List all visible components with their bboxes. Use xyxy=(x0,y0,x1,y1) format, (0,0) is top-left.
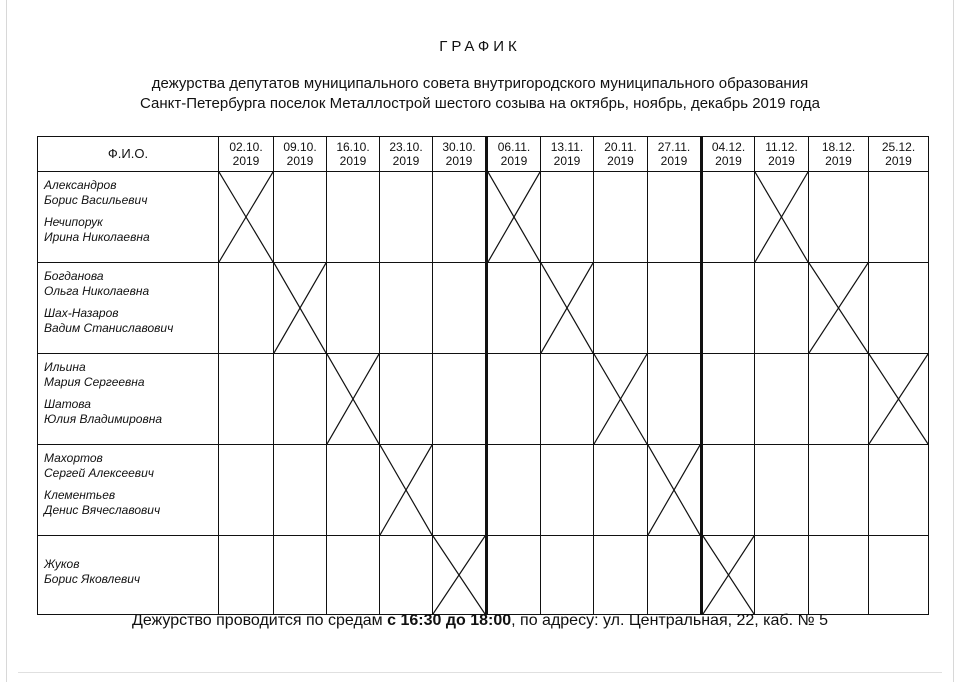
deputy-name xyxy=(44,215,218,245)
table-row xyxy=(38,263,929,354)
deputy-name xyxy=(44,360,218,390)
date-header xyxy=(327,137,380,172)
empty-cell xyxy=(274,354,327,445)
empty-cell xyxy=(541,172,594,263)
date-header xyxy=(274,137,327,172)
date-day: 06.11. xyxy=(497,140,531,154)
date-year: 2019 xyxy=(885,154,912,168)
deputy-surname: Шах-Назаров xyxy=(44,306,119,320)
deputy-name xyxy=(44,178,218,208)
date-header xyxy=(809,137,869,172)
empty-cell xyxy=(380,172,433,263)
cross-mark-icon xyxy=(648,445,700,535)
empty-cell xyxy=(541,536,594,615)
duty-schedule-table xyxy=(37,136,929,615)
empty-cell xyxy=(433,263,487,354)
deputy-surname: Богданова xyxy=(44,269,104,283)
deputy-name xyxy=(44,451,218,481)
empty-cell xyxy=(594,172,648,263)
empty-cell xyxy=(487,354,541,445)
date-header xyxy=(433,137,487,172)
date-day: 02.10. xyxy=(229,140,263,154)
deputy-name xyxy=(44,557,218,587)
duty-cross-mark xyxy=(380,445,433,536)
deputy-given-names: Денис Вячеславович xyxy=(44,503,161,517)
cross-mark-icon xyxy=(327,354,379,444)
empty-cell xyxy=(755,354,809,445)
empty-cell xyxy=(648,263,702,354)
empty-cell xyxy=(219,445,274,536)
table-row xyxy=(38,445,929,536)
empty-cell xyxy=(380,536,433,615)
duty-cross-mark xyxy=(433,536,487,615)
date-header xyxy=(702,137,755,172)
footer-text-start: Дежурство проводится по средам xyxy=(131,612,388,629)
cross-mark-icon xyxy=(433,536,485,614)
date-header xyxy=(755,137,809,172)
duty-cross-mark xyxy=(274,263,327,354)
date-year: 2019 xyxy=(553,154,581,168)
deputy-surname: Клементьев xyxy=(44,488,116,502)
empty-cell xyxy=(380,263,433,354)
empty-cell xyxy=(327,445,380,536)
duty-cross-mark xyxy=(594,354,648,445)
deputy-name xyxy=(44,269,218,299)
deputy-surname: Жуков xyxy=(44,556,80,571)
footer-text-end: , по адресу: ул. Центральная, 22, каб. № 5 xyxy=(511,612,828,629)
empty-cell xyxy=(487,536,541,615)
cross-mark-icon xyxy=(703,536,754,614)
deputies-cell xyxy=(38,536,219,615)
duty-cross-mark xyxy=(809,263,869,354)
date-day: 23.10. xyxy=(389,140,423,154)
date-day: 25.12. xyxy=(881,140,916,154)
empty-cell xyxy=(380,354,433,445)
empty-cell xyxy=(487,263,541,354)
date-day: 27.11. xyxy=(657,140,691,154)
table-row xyxy=(38,536,929,615)
deputy-given-names: Борис Васильевич xyxy=(44,193,148,207)
empty-cell xyxy=(219,536,274,615)
deputy-given-names: Ольга Николаевна xyxy=(44,284,150,298)
footer-note xyxy=(0,612,960,630)
empty-cell xyxy=(702,172,755,263)
deputies-cell xyxy=(38,172,219,263)
date-header xyxy=(380,137,433,172)
empty-cell xyxy=(755,263,809,354)
empty-cell xyxy=(809,536,869,615)
duty-cross-mark xyxy=(755,172,809,263)
duty-cross-mark xyxy=(869,354,929,445)
empty-cell xyxy=(274,172,327,263)
empty-cell xyxy=(487,445,541,536)
deputy-name xyxy=(44,397,218,427)
empty-cell xyxy=(274,445,327,536)
empty-cell xyxy=(433,172,487,263)
empty-cell xyxy=(327,172,380,263)
deputy-surname: Махортов xyxy=(44,451,103,465)
cross-mark-icon xyxy=(219,172,273,262)
table-row xyxy=(38,172,929,263)
duty-cross-mark xyxy=(648,445,702,536)
deputies-cell xyxy=(38,445,219,536)
empty-cell xyxy=(869,263,929,354)
deputy-name xyxy=(44,306,218,336)
date-header xyxy=(487,137,541,172)
date-header xyxy=(219,137,274,172)
date-header xyxy=(648,137,702,172)
cross-mark-icon xyxy=(274,263,326,353)
date-year: 2019 xyxy=(445,154,473,168)
cross-mark-icon xyxy=(380,445,432,535)
date-year: 2019 xyxy=(607,154,634,168)
cross-mark-icon xyxy=(869,354,928,444)
date-day: 13.11. xyxy=(550,140,584,154)
duty-cross-mark xyxy=(541,263,594,354)
empty-cell xyxy=(594,263,648,354)
deputy-given-names: Мария Сергеевна xyxy=(44,375,145,389)
cross-mark-icon xyxy=(594,354,647,444)
name-column-header: Ф.И.О. xyxy=(38,137,219,172)
deputy-surname: Нечипорук xyxy=(44,215,103,229)
deputy-given-names: Борис Яковлевич xyxy=(44,571,141,586)
empty-cell xyxy=(541,354,594,445)
table-row xyxy=(38,354,929,445)
date-header xyxy=(869,137,929,172)
empty-cell xyxy=(594,445,648,536)
date-year: 2019 xyxy=(232,154,260,168)
empty-cell xyxy=(327,263,380,354)
empty-cell xyxy=(809,445,869,536)
deputy-given-names: Юлия Владимировна xyxy=(44,412,162,426)
deputies-cell xyxy=(38,263,219,354)
empty-cell xyxy=(702,263,755,354)
date-year: 2019 xyxy=(715,154,742,168)
date-day: 04.12. xyxy=(711,140,746,154)
date-year: 2019 xyxy=(286,154,314,168)
empty-cell xyxy=(433,354,487,445)
date-day: 30.10. xyxy=(442,140,476,154)
empty-cell xyxy=(648,536,702,615)
date-day: 20.11. xyxy=(604,140,637,154)
table-header-row xyxy=(38,137,929,172)
empty-cell xyxy=(327,536,380,615)
date-day: 11.12. xyxy=(765,140,798,154)
deputy-given-names: Ирина Николаевна xyxy=(44,230,150,244)
date-year: 2019 xyxy=(339,154,367,168)
empty-cell xyxy=(541,445,594,536)
empty-cell xyxy=(648,354,702,445)
date-year: 2019 xyxy=(825,154,852,168)
empty-cell xyxy=(869,536,929,615)
cross-mark-icon xyxy=(488,172,540,262)
cross-mark-icon xyxy=(755,172,808,262)
duty-cross-mark xyxy=(702,536,755,615)
duty-cross-mark xyxy=(487,172,541,263)
empty-cell xyxy=(755,445,809,536)
document-subtitle xyxy=(0,74,960,114)
empty-cell xyxy=(274,536,327,615)
date-header xyxy=(594,137,648,172)
date-year: 2019 xyxy=(768,154,795,168)
deputy-given-names: Сергей Алексеевич xyxy=(44,466,154,480)
empty-cell xyxy=(702,354,755,445)
duty-cross-mark xyxy=(219,172,274,263)
empty-cell xyxy=(755,536,809,615)
deputy-surname: Ильина xyxy=(44,360,86,374)
cross-mark-icon xyxy=(809,263,868,353)
deputy-surname: Александров xyxy=(44,178,117,192)
footer-time: с 16:30 до 18:00 xyxy=(387,612,512,629)
deputy-surname: Шатова xyxy=(44,397,91,411)
deputies-cell xyxy=(38,354,219,445)
empty-cell xyxy=(648,172,702,263)
subtitle-line-2: Санкт-Петербурга поселок Металлострой шестого созыва на октябрь, ноябрь, декабрь 2019 года xyxy=(140,95,820,112)
subtitle-line-1: дежурства депутатов муниципального совета внутригородского муниципального образования xyxy=(151,75,809,92)
empty-cell xyxy=(433,445,487,536)
empty-cell xyxy=(869,172,929,263)
date-header xyxy=(541,137,594,172)
page-bottom-rule xyxy=(18,672,942,673)
date-day: 09.10. xyxy=(283,140,317,154)
empty-cell xyxy=(702,445,755,536)
empty-cell xyxy=(219,354,274,445)
document-title: ГРАФИК xyxy=(439,38,521,55)
date-year: 2019 xyxy=(500,154,528,168)
cross-mark-icon xyxy=(541,263,593,353)
empty-cell xyxy=(809,172,869,263)
duty-cross-mark xyxy=(327,354,380,445)
date-year: 2019 xyxy=(392,154,420,168)
empty-cell xyxy=(219,263,274,354)
deputy-name xyxy=(44,488,218,518)
date-day: 18.12. xyxy=(821,140,856,154)
empty-cell xyxy=(869,445,929,536)
date-year: 2019 xyxy=(660,154,688,168)
empty-cell xyxy=(594,536,648,615)
deputy-given-names: Вадим Станиславович xyxy=(44,321,174,335)
empty-cell xyxy=(809,354,869,445)
date-day: 16.10. xyxy=(336,140,370,154)
